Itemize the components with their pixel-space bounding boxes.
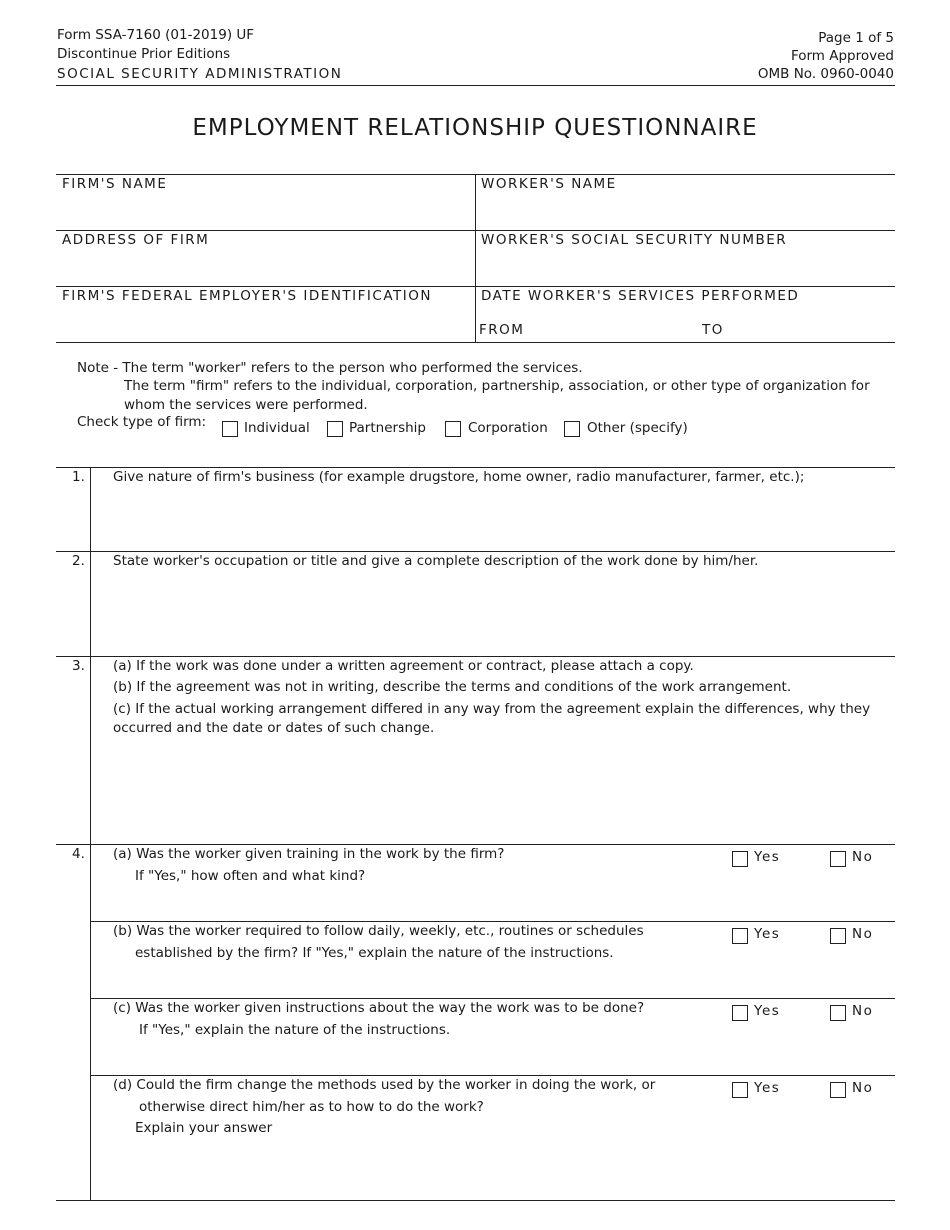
- q2-text: State worker's occupation or title and give a complete description of the work done by him/her.: [113, 553, 759, 569]
- q-rule: [56, 551, 895, 552]
- firm-type-label: Check type of firm:: [77, 414, 207, 430]
- form-approved: Form Approved: [790, 48, 894, 64]
- note-line-3: whom the services were performed.: [124, 397, 368, 413]
- header-rule: [56, 85, 895, 86]
- page-number: Page 1 of 5: [818, 30, 894, 46]
- q4c-no-checkbox[interactable]: [830, 1005, 846, 1021]
- q2-number: 2.: [72, 553, 85, 569]
- q3-number: 3.: [72, 658, 85, 674]
- date-performed-label: DATE WORKER'S SERVICES PERFORMED: [481, 288, 800, 304]
- note-line-1: Note - The term "worker" refers to the person who performed the services.: [77, 360, 583, 376]
- other-label: Other (specify): [587, 420, 688, 436]
- individual-checkbox[interactable]: [222, 421, 238, 437]
- note-line-2: The term "firm" refers to the individual, corporation, partnership, association, or other type of organization for: [124, 378, 870, 394]
- to-date-field[interactable]: TO: [702, 322, 724, 338]
- q2-answer-area[interactable]: [92, 575, 894, 653]
- q4d-no-checkbox[interactable]: [830, 1082, 846, 1098]
- q4c-no-label: No: [852, 1003, 874, 1019]
- q-rule: [56, 467, 895, 468]
- q3a-text: (a) If the work was done under a written agreement or contract, please attach a copy.: [113, 658, 694, 674]
- q3c-text: (c) If the actual working arrangement differed in any way from the agreement explain the differences, why they: [113, 701, 871, 717]
- discontinue-notice: Discontinue Prior Editions: [57, 46, 231, 62]
- q4d-text: (d) Could the firm change the methods used by the worker in doing the work, or: [113, 1077, 656, 1093]
- omb-number: OMB No. 0960-0040: [757, 66, 894, 82]
- q4c-yes-label: Yes: [754, 1003, 781, 1019]
- q4b-text: (b) Was the worker required to follow daily, weekly, etc., routines or schedules: [113, 923, 644, 939]
- number-column-divider: [90, 467, 91, 1200]
- q-rule: [56, 656, 895, 657]
- q-rule: [90, 921, 895, 922]
- corporation-checkbox[interactable]: [445, 421, 461, 437]
- q4b-no-label: No: [852, 926, 874, 942]
- q1-answer-area[interactable]: [92, 490, 894, 548]
- q4b-yes-label: Yes: [754, 926, 781, 942]
- grid-divider: [475, 174, 476, 342]
- q4d-yes-checkbox[interactable]: [732, 1082, 748, 1098]
- firm-name-field[interactable]: FIRM'S NAME: [62, 176, 168, 192]
- q3c-text-cont: occurred and the date or dates of such change.: [113, 720, 435, 736]
- q3b-text: (b) If the agreement was not in writing, describe the terms and conditions of the work arrangement.: [113, 679, 792, 695]
- from-date-field[interactable]: FROM: [479, 322, 525, 338]
- q-rule: [90, 1075, 895, 1076]
- other-checkbox[interactable]: [564, 421, 580, 437]
- q4a-no-label: No: [852, 849, 874, 865]
- agency-name: SOCIAL SECURITY ADMINISTRATION: [57, 66, 343, 82]
- firm-address-field[interactable]: ADDRESS OF FIRM: [62, 232, 210, 248]
- q-rule: [56, 1200, 895, 1201]
- q4b-yes-checkbox[interactable]: [732, 928, 748, 944]
- q4a-text-cont: If "Yes," how often and what kind?: [135, 868, 366, 884]
- q4d-yes-label: Yes: [754, 1080, 781, 1096]
- worker-ssn-field[interactable]: WORKER'S SOCIAL SECURITY NUMBER: [481, 232, 788, 248]
- q4d-text-cont: otherwise direct him/her as to how to do the work?: [139, 1099, 484, 1115]
- q4-number: 4.: [72, 846, 85, 862]
- individual-label: Individual: [244, 420, 310, 436]
- firm-ein-field[interactable]: FIRM'S FEDERAL EMPLOYER'S IDENTIFICATION: [62, 288, 432, 304]
- partnership-label: Partnership: [349, 420, 426, 436]
- q4d-explain: Explain your answer: [135, 1120, 273, 1136]
- q1-number: 1.: [72, 469, 85, 485]
- grid-rule: [56, 342, 895, 343]
- q4b-text-cont: established by the firm? If "Yes," explain the nature of the instructions.: [135, 945, 614, 961]
- form-number: Form SSA-7160 (01-2019) UF: [57, 27, 255, 43]
- q4a-no-checkbox[interactable]: [830, 851, 846, 867]
- q4c-text: (c) Was the worker given instructions about the way the work was to be done?: [113, 1000, 645, 1016]
- q4b-no-checkbox[interactable]: [830, 928, 846, 944]
- form-title: EMPLOYMENT RELATIONSHIP QUESTIONNAIRE: [192, 115, 758, 141]
- q4c-text-cont: If "Yes," explain the nature of the instructions.: [139, 1022, 451, 1038]
- q3-answer-area[interactable]: [92, 742, 894, 840]
- q4c-yes-checkbox[interactable]: [732, 1005, 748, 1021]
- partnership-checkbox[interactable]: [327, 421, 343, 437]
- q4d-no-label: No: [852, 1080, 874, 1096]
- worker-name-field[interactable]: WORKER'S NAME: [481, 176, 617, 192]
- corporation-label: Corporation: [468, 420, 548, 436]
- q4a-yes-label: Yes: [754, 849, 781, 865]
- q1-text: Give nature of firm's business (for example drugstore, home owner, radio manufacturer, farmer, etc.);: [113, 469, 805, 485]
- q-rule: [90, 998, 895, 999]
- q4a-yes-checkbox[interactable]: [732, 851, 748, 867]
- q4a-text: (a) Was the worker given training in the work by the firm?: [113, 846, 505, 862]
- q-rule: [56, 844, 895, 845]
